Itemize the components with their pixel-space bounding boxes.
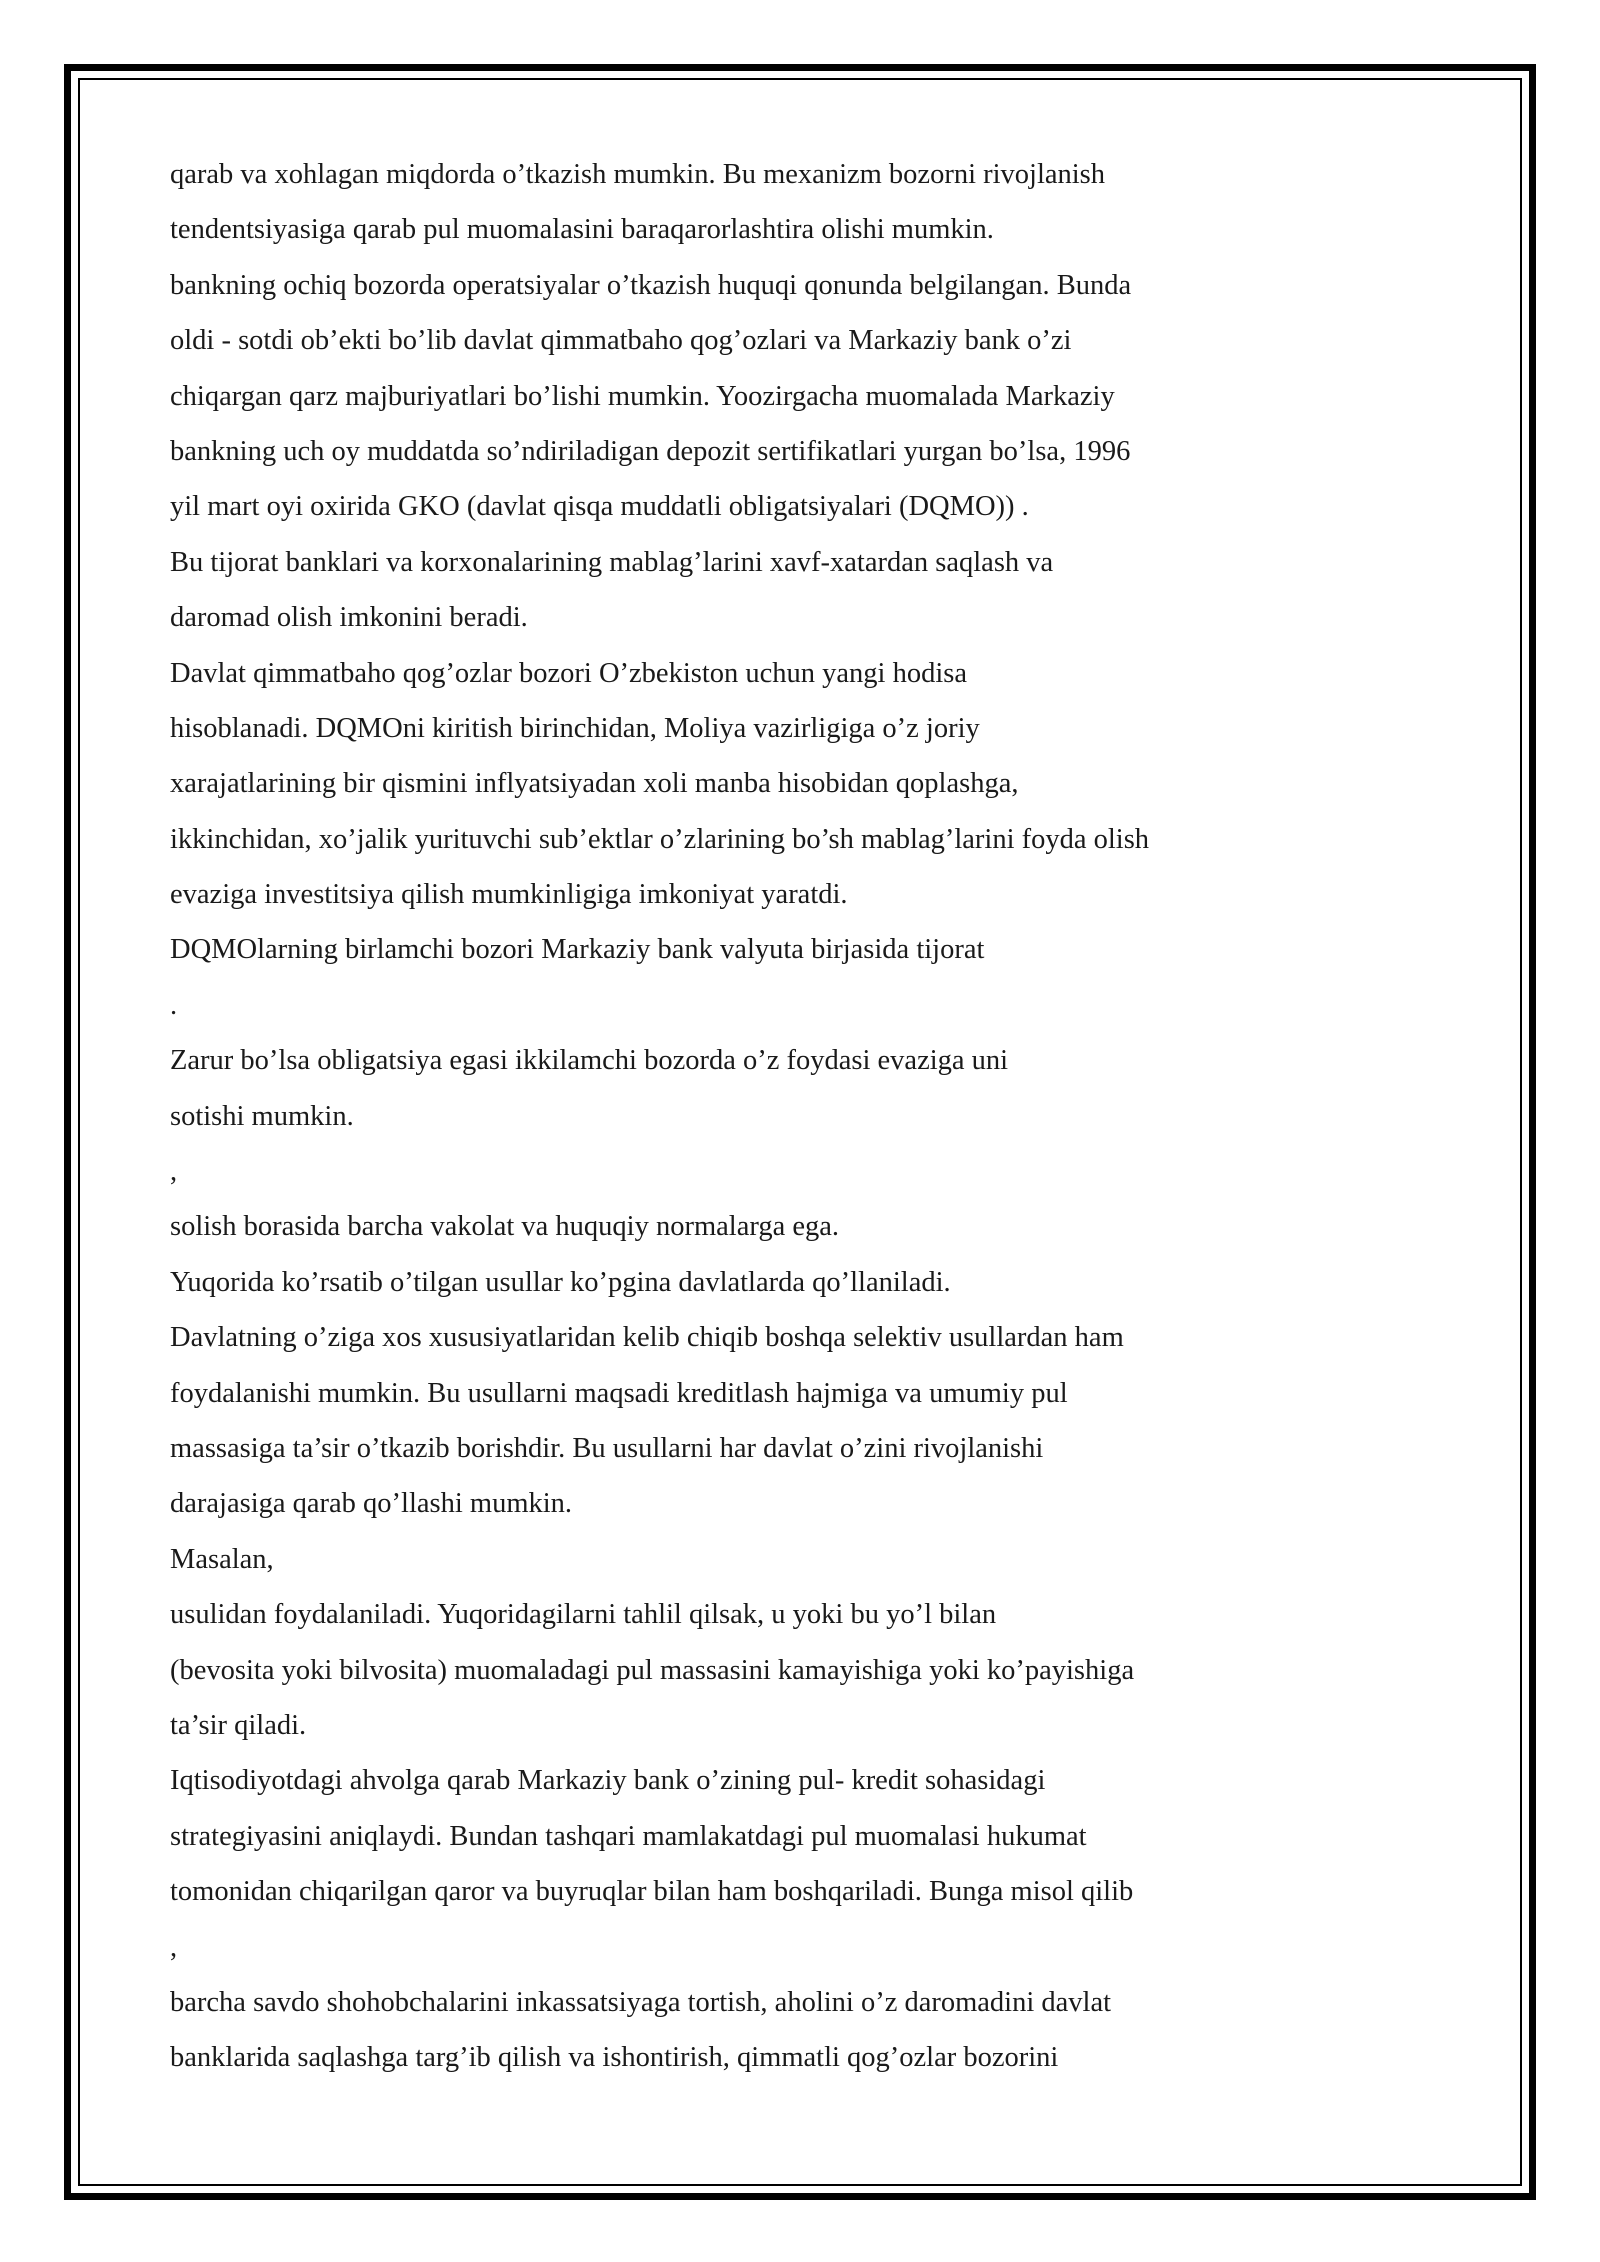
text-line: Davlatning o’ziga xos xususiyatlaridan kelib chiqib boshqa selektiv usullardan ham xyxy=(170,1322,1124,1354)
text-line: chiqargan qarz majburiyatlari bo’lishi mumkin. Yoozirgacha muomalada Markaziy xyxy=(170,380,1115,412)
text-line: oldi - sotdi ob’ekti bo’lib davlat qimmatbaho qog’ozlari va Markaziy bank o’zi xyxy=(170,325,1072,357)
text-line: sotishi mumkin. xyxy=(170,1100,354,1132)
text-line: Masalan, xyxy=(170,1543,274,1575)
text-line: massasiga ta’sir o’tkazib borishdir. Bu usullarni har davlat o’zini rivojlanishi xyxy=(170,1432,1044,1464)
text-line: daromad olish imkonini beradi. xyxy=(170,602,528,634)
text-line: bankning uch oy muddatda so’ndiriladigan depozit sertifikatlari yurgan bo’lsa, 1996 xyxy=(170,435,1131,467)
text-line: Davlat qimmatbaho qog’ozlar bozori O’zbekiston uchun yangi hodisa xyxy=(170,657,967,689)
text-line: barcha savdo shohobchalarini inkassatsiyaga tortish, aholini o’z daromadini davlat xyxy=(170,1986,1112,2018)
text-line: yil mart oyi oxirida GKO (davlat qisqa muddatli obligatsiyalari (DQMO)) . xyxy=(170,491,1029,523)
text-line: xarajatlarining bir qismini inflyatsiyadan xoli manba hisobidan qoplashga, xyxy=(170,768,1019,800)
text-line: evaziga investitsiya qilish mumkinligiga imkoniyat yaratdi. xyxy=(170,879,848,911)
text-line: solish borasida barcha vakolat va huquqiy normalarga ega. xyxy=(170,1211,840,1243)
text-line: strategiyasini aniqlaydi. Bundan tashqari mamlakatdagi pul muomalasi hukumat xyxy=(170,1820,1087,1852)
text-line: usulidan foydalaniladi. Yuqoridagilarni tahlil qilsak, u yoki bu yo’l bilan xyxy=(170,1599,997,1631)
text-line: tendentsiyasiga qarab pul muomalasini baraqarorlashtira olishi mumkin. xyxy=(170,214,994,246)
text-line: (bevosita yoki bilvosita) muomaladagi pul massasini kamayishiga yoki ko’payishiga xyxy=(170,1654,1135,1686)
text-line: Bu tijorat banklari va korxonalarining mablag’larini xavf-xatardan saqlash va xyxy=(170,546,1054,578)
text-line: , xyxy=(170,1156,178,1188)
document-body xyxy=(170,147,1390,2086)
text-line: tomonidan chiqarilgan qaror va buyruqlar bilan ham boshqariladi. Bunga misol qilib xyxy=(170,1876,1134,1908)
text-line: darajasiga qarab qo’llashi mumkin. xyxy=(170,1488,573,1520)
text-line: foydalanishi mumkin. Bu usullarni maqsadi kreditlash hajmiga va umumiy pul xyxy=(170,1377,1068,1409)
text-line: DQMOlarning birlamchi bozori Markaziy bank valyuta birjasida tijorat xyxy=(170,934,985,966)
text-line: bankning ochiq bozorda operatsiyalar o’tkazish huquqi qonunda belgilangan. Bunda xyxy=(170,269,1132,301)
text-line: ta’sir qiladi. xyxy=(170,1709,307,1741)
text-line: ikkinchidan, xo’jalik yurituvchi sub’ektlar o’zlarining bo’sh mablag’larini foyda olish xyxy=(170,823,1150,855)
text-line: hisoblanadi. DQMOni kiritish birinchidan, Moliya vazirligiga o’z joriy xyxy=(170,712,980,744)
text-line: Yuqorida ko’rsatib o’tilgan usullar ko’pgina davlatlarda qo’llaniladi. xyxy=(170,1266,951,1298)
text-line: , xyxy=(170,1931,178,1963)
text-line: banklarida saqlashga targ’ib qilish va ishontirish, qimmatli qog’ozlar bozorini xyxy=(170,2042,1059,2074)
text-line: Iqtisodiyotdagi ahvolga qarab Markaziy bank o’zining pul- kredit sohasidagi xyxy=(170,1765,1046,1797)
text-line: . xyxy=(170,989,178,1021)
text-line: Zarur bo’lsa obligatsiya egasi ikkilamchi bozorda o’z foydasi evaziga uni xyxy=(170,1045,1009,1077)
text-line: qarab va xohlagan miqdorda o’tkazish mumkin. Bu mexanizm bozorni rivojlanish xyxy=(170,159,1106,190)
